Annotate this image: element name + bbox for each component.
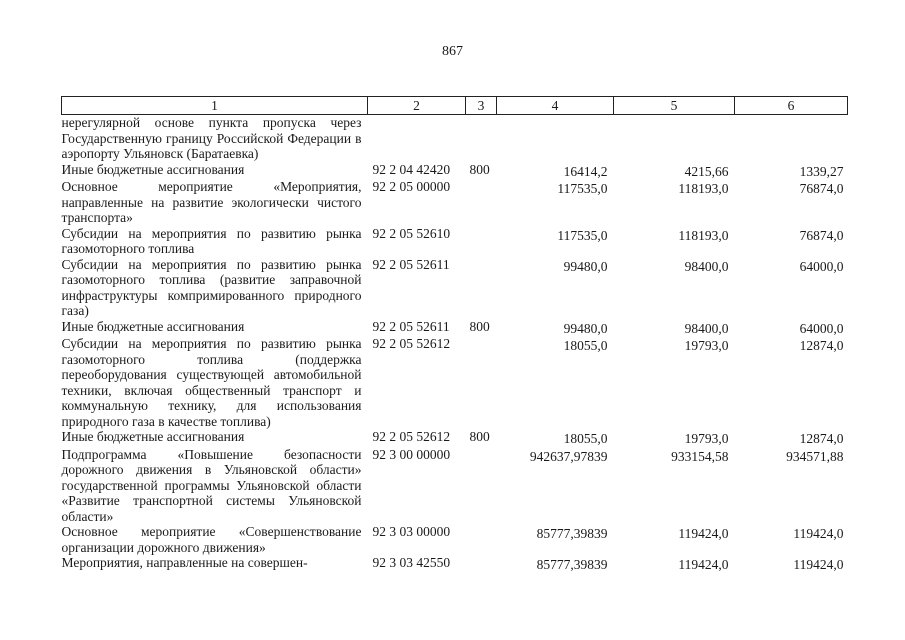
row-name: Субсидии на мероприятия по развитию рынка газомоторного топлива [61,225,362,256]
row-code: 92 3 03 42550 [372,555,451,570]
budget-table [61,96,848,573]
row-value-col-5: 118193,0 [678,181,729,196]
row-value-col-5: 118193,0 [678,227,729,243]
table-header-row [62,97,848,115]
header-col-1: 1 [62,97,368,115]
row-value-col-4: 99480,0 [563,258,608,274]
row-expense-type [466,524,497,555]
row-code: 92 2 05 52612 [372,429,451,444]
row-code: 92 3 00 00000 [372,446,451,462]
row-value-col-4: 16414,2 [563,163,608,179]
row-value-col-5: 98400,0 [684,320,729,336]
table-row [62,162,848,180]
row-value-col-6: 64000,0 [799,258,844,274]
header-col-5: 5 [614,97,735,115]
row-value-col-6: 119424,0 [793,526,844,541]
row-name: Основное мероприятие «Совершенствование организации дорожного движения» [61,524,362,555]
header-col-2: 2 [368,97,466,115]
row-expense-type [466,336,497,429]
row-value-col-5: 19793,0 [684,338,729,353]
header-col-6: 6 [735,97,848,115]
row-value-col-5 [614,115,735,162]
row-value-col-5: 98400,0 [684,258,729,274]
row-value-col-5: 19793,0 [684,431,729,446]
row-value-col-6: 76874,0 [799,181,844,196]
row-value-col-6: 64000,0 [799,320,844,336]
row-name: нерегулярной основе пункта пропуска через Государственную границу Российской Федерации в аэропорту Ульяновск (Баратаевка) [61,115,362,161]
row-code: 92 2 04 42420 [372,161,451,177]
row-expense-type: 800 [469,318,490,334]
row-code: 92 2 05 52610 [372,225,451,241]
row-expense-type [466,555,497,573]
row-code: 92 2 05 52611 [372,256,450,272]
row-value-col-6 [735,115,848,162]
header-col-4: 4 [497,97,614,115]
row-value-col-5: 119424,0 [678,557,729,572]
row-value-col-5: 933154,58 [671,448,729,464]
table-body [62,115,848,573]
row-value-col-5: 4215,66 [684,163,729,179]
row-expense-type [466,447,497,525]
row-name: Основное мероприятие «Мероприятия, направленные на развитие экологически чистого транспорта» [61,179,362,225]
table-row [62,336,848,429]
row-name: Иные бюджетные ассигнования [61,318,245,334]
table-row [62,524,848,555]
row-expense-type [466,257,497,319]
row-value-col-4: 117535,0 [557,227,608,243]
row-value-col-6: 119424,0 [793,557,844,572]
row-name: Подпрограмма «Повышение безопасности дорожного движения в Ульяновской области» государственной программы Ульяновской области «Развитие транспортной системы Ульяновской области» [61,446,362,524]
table-row [62,179,848,226]
row-expense-type: 800 [469,429,490,444]
row-value-col-6: 12874,0 [799,431,844,446]
row-value-col-6: 76874,0 [799,227,844,243]
row-value-col-5: 119424,0 [678,526,729,541]
table-row [62,226,848,257]
row-value-col-6: 934571,88 [786,448,844,464]
row-value-col-6: 1339,27 [799,163,844,179]
row-code: 92 2 05 52611 [372,318,450,334]
row-code: 92 3 03 00000 [372,524,451,539]
row-code [368,115,466,162]
row-value-col-4 [497,115,614,162]
table-row [62,447,848,525]
row-value-col-4: 18055,0 [563,338,608,353]
row-name: Субсидии на мероприятия по развитию рынка газомоторного топлива (поддержка переоборудования существующей автомобильной техники, включая общественный транспорт и коммунальную технику, для использования природного газа в качестве топлива) [61,336,362,429]
table-row [62,115,848,162]
header-col-3: 3 [466,97,497,115]
row-value-col-4: 18055,0 [563,431,608,446]
row-expense-type [466,179,497,226]
row-value-col-4: 85777,39839 [536,526,608,541]
row-value-col-4: 117535,0 [557,181,608,196]
row-expense-type: 800 [469,161,490,177]
table-row [62,319,848,337]
row-code: 92 2 05 00000 [372,179,451,194]
row-name: Мероприятия, направленные на совершен- [61,555,308,570]
row-name: Иные бюджетные ассигнования [61,161,245,177]
table-row [62,555,848,573]
row-expense-type [466,115,497,162]
row-name: Иные бюджетные ассигнования [61,429,245,444]
row-code: 92 2 05 52612 [372,336,451,351]
row-value-col-4: 99480,0 [563,320,608,336]
table-row [62,429,848,447]
page-number: 867 [442,44,463,59]
table-row [62,257,848,319]
row-expense-type [466,226,497,257]
row-value-col-4: 942637,97839 [529,448,608,464]
row-value-col-4: 85777,39839 [536,557,608,572]
row-value-col-6: 12874,0 [799,338,844,353]
row-name: Субсидии на мероприятия по развитию рынка газомоторного топлива (развитие заправочной инфраструктуры компримированного природного газа) [61,256,362,318]
